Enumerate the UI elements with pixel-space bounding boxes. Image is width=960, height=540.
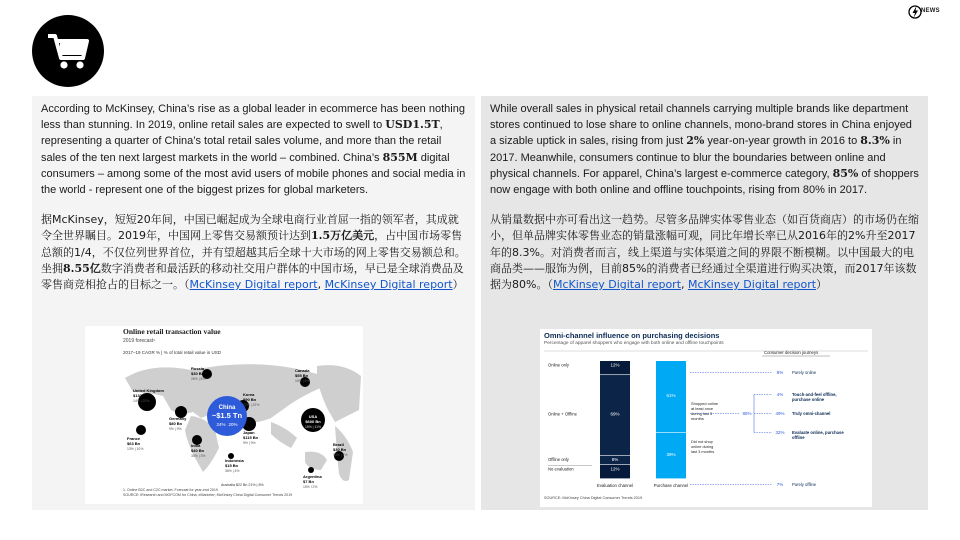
market-label: Canada [295,368,310,373]
omni-chart-plot [540,347,872,495]
journey-value: 4% [776,392,784,397]
evaluation-axis-label: Evaluation channel [596,483,634,488]
purchase-note: months [691,416,704,421]
omni-chart-title: Omni-channel influence on purchasing decisions [544,331,720,340]
purchase-value-label: 61% [666,392,676,398]
purchase-axis-label: Purchase channel [653,483,689,488]
market-stats: 30% | 3% [191,454,206,458]
omni-chart-subtitle: Percentage of apparel shoppers who engage with both online and offline touchpoints [544,341,724,346]
market-label: Indonesia [225,458,244,463]
land-shape [271,422,297,448]
market-value: $30 Bn [191,371,205,376]
left-english-paragraph: According to McKinsey, China’s rise as a global leader in ecommerce has been nothing less than stunning. In 2019, online retail sales are expected to swell to USD1.5T, representing a quarter of China’s total retail sales volume, and more than the retail sales of the ten next largest markets in the world – combined. China’s 855M digital consumers – among some of the most avid users of mobile phones and social media in the world - represent one of the biggest prizes for global marketers. [41,103,466,197]
journey-label: Touch-and-feel offline, [792,392,837,397]
market-label: Brazil [333,442,344,447]
market-stats: 15% | 2% [303,485,318,488]
journeys-header: Consumer decision journeys [764,350,819,355]
journey-value: 32% [775,430,785,435]
shopping-cart-badge [32,15,104,87]
journey-value: 49% [775,411,785,416]
market-stats: 14% | 22% [133,399,150,403]
journey-label: Truly omni-channel [792,411,831,416]
purchase-note: during last 3 [691,411,713,416]
market-label: Australia $22 Bn 21% | 8% [221,483,264,487]
journey-label: Evaluate online, purchase [792,430,844,435]
market-value: $15 Bn [225,463,239,468]
market-value: $80 Bn [169,421,183,426]
market-value: $40 Bn [191,448,205,453]
evaluation-value-label: 12% [610,466,620,472]
market-value: $600 Bn [305,419,321,424]
market-label: India [191,443,201,448]
market-dot [308,467,314,473]
mckinsey-report-link[interactable]: McKinsey Digital report [552,278,682,292]
market-value: $115 Bn [243,435,259,440]
market-stats: 36% | 4% [225,469,240,473]
journey-label: Purely online [792,370,817,375]
purchase-note: Shopped online [691,401,719,406]
market-stats: 9% | 9% [243,441,256,445]
market-label: Korea [243,392,255,397]
market-stats: 26% | 8% [191,377,206,381]
purchase-note: online during [691,443,714,449]
market-value: $55 Bn [295,373,309,378]
lightning-bolt-icon [908,4,922,20]
market-stats: 13% | 10% [127,447,144,451]
market-dot [136,425,146,435]
map-chart-title: Online retail transaction value [123,327,221,336]
purchase-note: last 3 months [691,448,715,454]
market-value: $90 Bn [243,397,257,402]
market-stats: 22% | 22% [243,403,260,407]
market-label: USA [308,414,318,419]
market-value: $30 Bn [333,447,347,452]
market-label: Japan [243,430,255,435]
evaluation-category-label: Online only [548,362,569,368]
evaluation-category-label: Offline only [548,457,569,463]
market-label: France [127,436,141,441]
map-chart-legend: 2017–19 CAGR % | % of total retail value in USD [123,350,221,355]
market-label: United Kingdom [133,388,164,393]
news-logo-text: NEWS [921,8,940,14]
evaluation-value-label: 69% [610,411,620,417]
china-cagr: 24% [216,422,226,427]
market-stats: 9% | 9% [169,427,182,431]
purchase-note: at least once [691,406,714,411]
world-map [121,356,361,488]
china-label: China [218,405,236,411]
news-logo [908,4,952,20]
china-share: 20% [228,422,238,427]
journey-label: offline [792,435,805,440]
left-chinese-paragraph: 据McKinsey，短短20年间，中国已崛起成为全球电商行业首屈一指的领军者，其成就令全世界瞩目。2019年，中国网上零售交易额预计达到1.5万亿美元，占中国市场零售总额的1/4，不仅位列世界首位，并有望超越其后全球十大市场的网上零售交易额总和。坐拥8.55亿数字消费者和最活跃的移动社交用户群体的中国市场，早已是全球消费品及零售商竞相抢占的目标之一。（McKinsey Digital report, McKinsey Digital report） [41,213,466,292]
market-label: Argentina [303,474,322,479]
land-shape [305,452,327,470]
map-chart-footnote: 1. Online B2C and C2C market. Forecast for year-end 2019 SOURCE: iResearch and MOFCOM for China; eMarketer; McKinsey China Digital Consumer Trends 2019 [123,488,293,497]
mckinsey-report-link[interactable]: McKinsey Digital report [324,278,453,292]
market-label: Russia [191,366,205,371]
evaluation-value-label: 8% [611,457,619,463]
map-chart-subtitle: 2019 forecast¹ [123,338,155,344]
online-retail-map-chart [85,326,363,504]
market-stats: 15% | 11% [304,425,322,429]
market-label: Germany [169,416,187,421]
right-chinese-paragraph: 从销量数据中亦可看出这一趋势。尽管多品牌实体零售业态（如百货商店）的市场仍在缩小，但单品牌实体零售业态的销量涨幅可观，同比年增长率已从2016年的2%升至2017年的8.3%。对消费者而言，线上渠道与实体渠道之间的界限不断模糊。以中国最大的电商品类——服饰为例，目前85%的消费者已经通过全渠道进行购买决策，而2017年该数据为80%。（McKinsey Digital report, McKinsey Digital report） [490,213,919,292]
omni-channel-chart [540,329,872,507]
market-value: $133 Bn [133,393,149,398]
china-value: ~$1.5 Tn [211,411,243,420]
mckinsey-report-link[interactable]: McKinsey Digital report [688,278,817,292]
omni-total-label: 85% [742,411,752,416]
market-stats: 13% | 4% [333,453,348,457]
land-shape [317,365,361,422]
evaluation-category-label: Online + Offline [548,411,577,417]
evaluation-category-label: No evaluation [548,466,574,472]
market-stats: 15% | 8% [295,379,310,383]
market-value: $7 Bn [303,479,314,484]
journey-value: 8% [776,370,784,375]
journey-label: purchase online [792,397,825,402]
purchase-value-label: 39% [666,451,676,457]
right-english-paragraph: While overall sales in physical retail channels carrying multiple brands like department stores continued to lose share to online channels, mono-brand stores in China enjoyed a sizable uptick in sales, rising from just 2% year-on-year growth in 2016 to 8.3% in 2017. Meanwhile, consumers continue to blur the boundaries between online and physical channels. For apparel, China’s largest e-commerce category, 85% of shoppers now engage with both online and offline touchpoints, rising from 80% in 2017. [490,103,919,197]
purchase-note: Did not shop [691,438,713,444]
journey-label: Purely offline [792,482,817,487]
shopping-cart-icon [46,30,90,72]
evaluation-value-label: 12% [610,362,620,368]
market-value: $63 Bn [127,441,141,446]
journey-value: 7% [776,482,784,487]
mckinsey-report-link[interactable]: McKinsey Digital report [189,278,318,292]
omni-chart-source: SOURCE: McKinsey China Digital Consumer Trends 2019 [544,496,643,500]
